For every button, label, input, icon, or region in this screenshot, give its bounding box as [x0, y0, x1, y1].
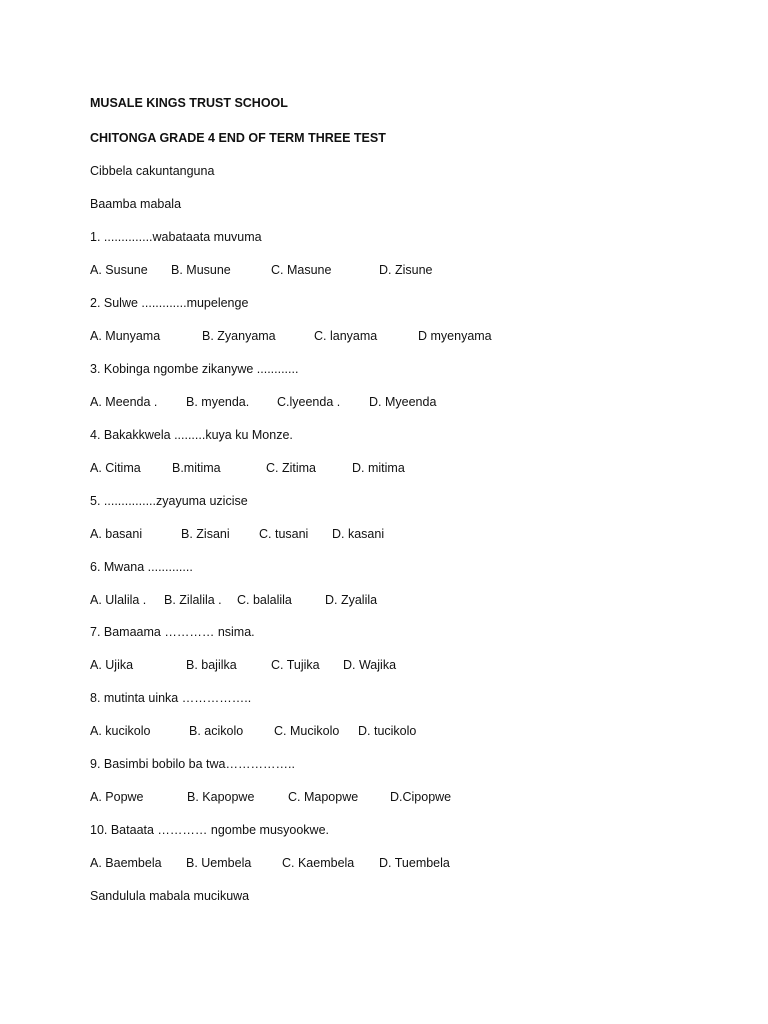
option-c: C.lyeenda . — [277, 395, 341, 409]
option-d: D myenyama — [418, 329, 492, 343]
option-d: D. Tuembela — [379, 856, 450, 870]
question-prompt: 9. Basimbi bobilo ba twa…………….. — [90, 757, 295, 771]
option-c: C. Zitima — [266, 461, 316, 475]
option-a: A. Ujika — [90, 658, 134, 672]
option-c: C. Masune — [271, 263, 332, 277]
test-title: CHITONGA GRADE 4 END OF TERM THREE TEST — [90, 131, 386, 145]
option-a: A. Munyama — [90, 329, 161, 343]
option-b: B. Musune — [171, 263, 231, 277]
option-d: D. Zyalila — [325, 593, 378, 607]
option-a: A. Susune — [90, 263, 148, 277]
option-d: D. mitima — [352, 461, 405, 475]
question-prompt: 1. ..............wabataata muvuma — [90, 230, 262, 244]
option-a: A. Ulalila . — [90, 593, 147, 607]
closing-instruction: Sandulula mabala mucikuwa — [90, 889, 250, 903]
option-c: C. Mucikolo — [274, 724, 340, 738]
option-b: B.mitima — [172, 461, 221, 475]
option-c: C. Mapopwe — [288, 790, 359, 804]
option-c: C. balalila — [237, 593, 292, 607]
option-d: D. kasani — [332, 527, 385, 541]
school-name: MUSALE KINGS TRUST SCHOOL — [90, 96, 288, 110]
question-prompt: 5. ...............zyayuma uzicise — [90, 494, 248, 508]
option-c: C. lanyama — [314, 329, 378, 343]
section-heading: Cibbela cakuntanguna — [90, 164, 215, 178]
question-prompt: 10. Bataata ………… ngombe musyookwe. — [90, 823, 330, 837]
question-prompt: 2. Sulwe .............mupelenge — [90, 296, 249, 310]
option-c: C. Tujika — [271, 658, 320, 672]
option-d: D. tucikolo — [358, 724, 417, 738]
question-prompt: 6. Mwana ............. — [90, 560, 193, 574]
option-a: A. Citima — [90, 461, 141, 475]
option-b: B. bajilka — [186, 658, 237, 672]
option-b: B. myenda. — [186, 395, 250, 409]
option-c: C. tusani — [259, 527, 309, 541]
option-b: B. Zilalila . — [164, 593, 222, 607]
option-a: A. Meenda . — [90, 395, 158, 409]
option-b: B. acikolo — [189, 724, 244, 738]
option-b: B. Kapopwe — [187, 790, 255, 804]
option-b: B. Zyanyama — [202, 329, 276, 343]
option-a: A. kucikolo — [90, 724, 151, 738]
option-a: A. Popwe — [90, 790, 144, 804]
option-b: B. Uembela — [186, 856, 252, 870]
question-prompt: 3. Kobinga ngombe zikanywe ............ — [90, 362, 299, 376]
question-prompt: 8. mutinta uinka …………….. — [90, 691, 252, 705]
option-a: A. Baembela — [90, 856, 162, 870]
option-b: B. Zisani — [181, 527, 230, 541]
option-d: D. Wajika — [343, 658, 397, 672]
option-d: D. Zisune — [379, 263, 433, 277]
option-d: D. Myeenda — [369, 395, 437, 409]
option-a: A. basani — [90, 527, 143, 541]
question-prompt: 4. Bakakkwela .........kuya ku Monze. — [90, 428, 293, 442]
question-prompt: 7. Bamaama ………… nsima. — [90, 625, 255, 639]
option-d: D.Cipopwe — [390, 790, 452, 804]
instruction: Baamba mabala — [90, 197, 182, 211]
option-c: C. Kaembela — [282, 856, 355, 870]
